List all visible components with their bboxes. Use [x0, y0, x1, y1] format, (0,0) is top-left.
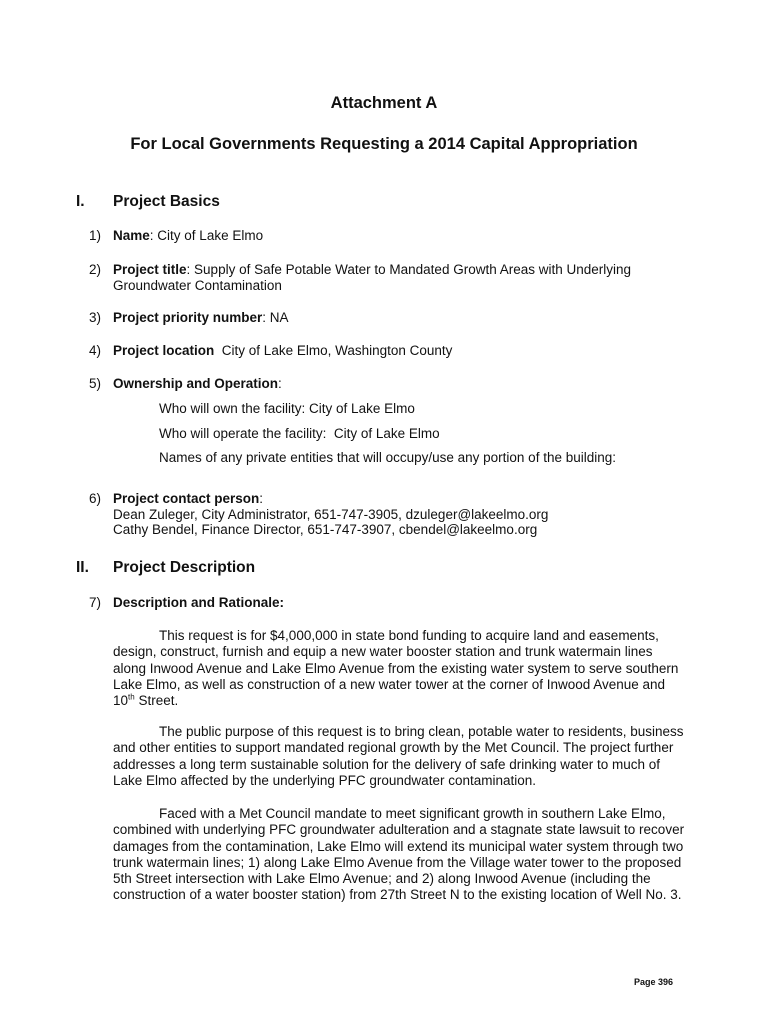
item-2-project-title: [113, 262, 673, 293]
item-2-number: 2): [89, 262, 102, 277]
item-6-label: Project contact person: [113, 491, 260, 506]
item-3-value: NA: [269, 310, 289, 325]
ownership-private-entities: Names of any private entities that will occupy/use any portion of the building:: [159, 450, 617, 465]
item-3-label: Project priority number: [113, 310, 263, 325]
item-4-separator: [214, 343, 222, 358]
ownership-operator: Who will operate the facility: City of Lake Elmo: [159, 426, 440, 441]
section-1-numeral: I.: [76, 193, 85, 210]
page-number: Page 396: [634, 977, 674, 987]
paragraph-1-body: This request is for $4,000,000 in state bond funding to acquire land and easements, design, construct, furnish and equip a new water booster station and trunk watermain lines along Inwood Avenue and Lake Elmo Avenue from the existing water system to serve southern Lake Elmo, as well as construction of a new water tower at the corner of Inwood Avenue and 10: [113, 628, 679, 709]
item-4-location: [113, 343, 673, 359]
contact-line-1: Dean Zuleger, City Administrator, 651-747-3905, dzuleger@lakeelmo.org: [113, 506, 549, 522]
item-2-separator: :: [186, 262, 195, 277]
item-3-separator: :: [262, 310, 270, 325]
item-7-number: 7): [89, 595, 102, 610]
section-1-heading: Project Basics: [113, 193, 220, 210]
item-6-separator: :: [259, 491, 264, 506]
description-paragraph-3: Faced with a Met Council mandate to meet significant growth in southern Lake Elmo, combined with underlying PFC groundwater adulteration and a stagnate state lawsuit to recover damages from the contamination, Lake Elmo will extend its municipal water system through two trunk watermain lines; 1) along Lake Elmo Avenue from the Village water tower to the proposed 5th Street intersection with Lake Elmo Avenue; and 2) along Inwood Avenue (including the construction of a water booster station) from 27th Street N to the existing location of Well No. 3.: [113, 806, 685, 903]
item-4-number: 4): [89, 343, 102, 358]
item-1-label: Name: [113, 228, 150, 243]
item-1-value: City of Lake Elmo: [157, 228, 264, 243]
item-7-label-text: Description and Rationale:: [113, 595, 285, 610]
document-title: Attachment A: [330, 94, 438, 112]
paragraph-1-superscript: th: [128, 692, 135, 702]
item-5-number: 5): [89, 376, 102, 391]
item-6-contact: [113, 491, 693, 538]
paragraph-1-end: Street.: [134, 693, 179, 709]
document-subtitle: For Local Governments Requesting a 2014 Capital Appropriation: [130, 135, 638, 153]
item-1-number: 1): [89, 228, 102, 243]
description-paragraph-1: [113, 628, 688, 709]
description-paragraph-2: The public purpose of this request is to bring clean, potable water to residents, business and other entities to support mandated regional growth by the Met Council. The project further addresses a long term sustainable solution for the delivery of safe drinking water to much of Lake Elmo affected by the underlying PFC groundwater contamination.: [113, 724, 684, 788]
item-4-label: Project location: [113, 343, 215, 358]
item-5-label: Ownership and Operation: [113, 376, 279, 391]
item-5-ownership: [113, 376, 673, 392]
item-6-number: 6): [89, 491, 102, 506]
item-3-priority: [113, 310, 673, 326]
item-5-separator: :: [278, 376, 282, 391]
item-3-number: 3): [89, 310, 102, 325]
item-2-value: Supply of Safe Potable Water to Mandated Growth Areas with Underlying Groundwater Contamination: [113, 262, 632, 293]
item-2-label: Project title: [113, 262, 187, 277]
contact-line-2: Cathy Bendel, Finance Director, 651-747-3907, cbendel@lakeelmo.org: [113, 522, 538, 537]
item-4-value: City of Lake Elmo, Washington County: [221, 343, 453, 358]
item-1-name: [113, 228, 673, 244]
item-7-label: [113, 595, 284, 611]
ownership-owner: Who will own the facility: City of Lake Elmo: [159, 401, 415, 416]
item-1-separator: :: [149, 228, 158, 243]
section-2-numeral: II.: [76, 559, 89, 576]
section-2-heading: Project Description: [113, 559, 256, 576]
